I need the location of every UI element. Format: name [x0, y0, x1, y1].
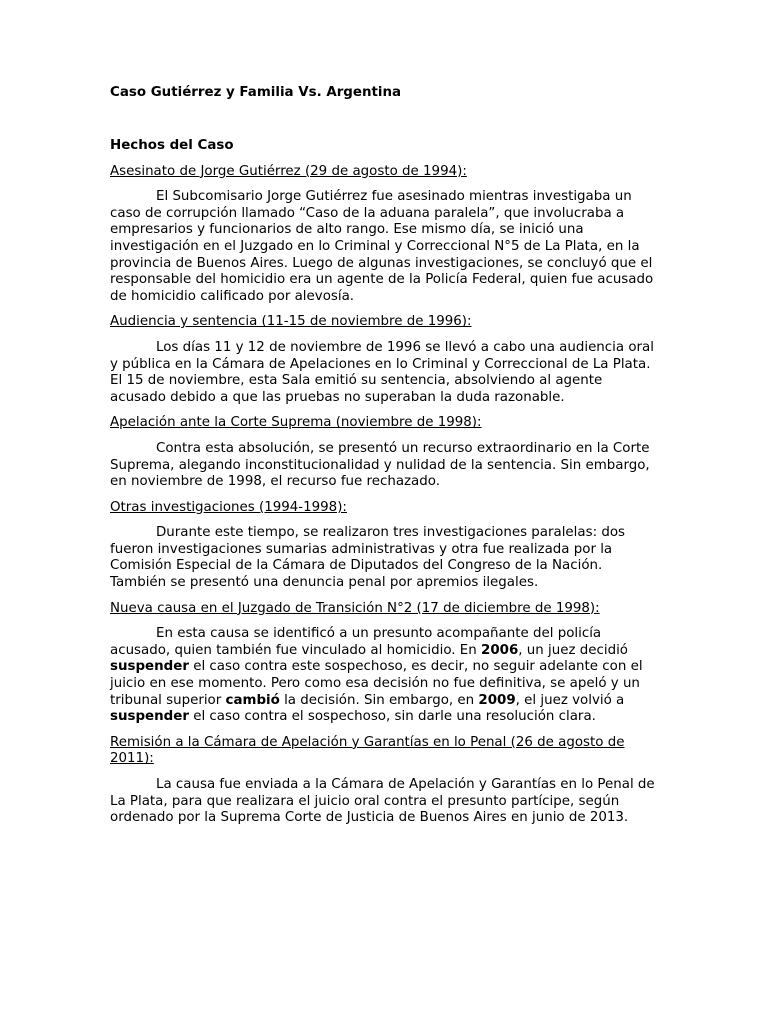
section-heading: Otras investigaciones (1994-1998):: [110, 499, 347, 515]
bold-text-run: 2009: [478, 692, 516, 708]
section-paragraph: Contra esta absolución, se presentó un recurso extraordinario en la Corte Suprema, alegando inconstitucionalidad y nulidad de la sentencia. Sin embargo, en noviembre de 1998, el recurso fue rechazado.: [110, 440, 650, 490]
section-otras-investigaciones: [110, 500, 658, 592]
document-subtitle: Hechos del Caso: [110, 138, 234, 153]
section-remision: [110, 735, 658, 827]
bold-text-run: cambió: [225, 692, 280, 708]
text-run: , un juez decidió: [518, 642, 628, 658]
section-heading: Nueva causa en el Juzgado de Transición N°2 (17 de diciembre de 1998):: [110, 600, 600, 616]
bold-text-run: 2006: [481, 642, 519, 658]
section-heading: Audiencia y sentencia (11-15 de noviembre de 1996):: [110, 314, 472, 330]
section-audiencia: [110, 314, 658, 406]
section-asesinato: [110, 164, 658, 306]
text-run: el caso contra este sospechoso, es decir, no seguir adelante con el juicio en ese momento. Pero como esa decisión no fue definitiva, se apeló y un tribunal superior: [110, 659, 643, 708]
section-heading: Asesinato de Jorge Gutiérrez (29 de agosto de 1994):: [110, 163, 467, 179]
section-paragraph: Los días 11 y 12 de noviembre de 1996 se llevó a cabo una audiencia oral y pública en la Cámara de Apelaciones en lo Criminal y Correccional de La Plata. El 15 de noviembre, esta Sala emitió su sentencia, absolviendo al agente acusado debido a que las pruebas no superaban la duda razonable.: [110, 339, 654, 405]
section-apelacion: [110, 415, 658, 490]
section-paragraph: [110, 626, 658, 726]
bold-text-run: suspender: [110, 659, 189, 675]
section-nueva-causa: [110, 601, 658, 726]
section-paragraph: El Subcomisario Jorge Gutiérrez fue asesinado mientras investigaba un caso de corrupción llamado “Caso de la aduana paralela”, que involucraba a empresarios y funcionarios de alto rango. Ese mismo día, se inició una investigación en el Juzgado en lo Criminal y Correccional N°5 de La Plata, en la provincia de Buenos Aires. Luego de algunas investigaciones, se concluyó que el responsable del homicidio era un agente de la Policía Federal, quien fue acusado de homicidio calificado por alevosía.: [110, 189, 654, 304]
text-run: , el juez volvió a: [515, 692, 625, 708]
section-paragraph: Durante este tiempo, se realizaron tres investigaciones paralelas: dos fueron investigaciones sumarias administrativas y otra fue realizada por la Comisión Especial de la Cámara de Diputados del Congreso de la Nación. También se presentó una denuncia penal por apremios ilegales.: [110, 525, 626, 591]
document-page: [110, 85, 658, 827]
document-title: Caso Gutiérrez y Familia Vs. Argentina: [110, 85, 402, 100]
section-heading: Remisión a la Cámara de Apelación y Garantías en lo Penal (26 de agosto de 2011):: [110, 734, 625, 767]
text-run: el caso contra el sospechoso, sin darle una resolución clara.: [188, 709, 596, 725]
bold-text-run: suspender: [110, 709, 189, 725]
text-run: En esta causa se identificó a un presunto acompañante del policía acusado, quien también fue vinculado al homicidio. En: [110, 626, 602, 658]
text-run: la decisión. Sin embargo, en: [279, 692, 479, 708]
section-paragraph: La causa fue enviada a la Cámara de Apelación y Garantías en lo Penal de La Plata, para que realizara el juicio oral contra el presunto partícipe, según ordenado por la Suprema Corte de Justicia de Buenos Aires en junio de 2013.: [110, 777, 655, 826]
section-heading: Apelación ante la Corte Suprema (noviembre de 1998):: [110, 415, 482, 431]
